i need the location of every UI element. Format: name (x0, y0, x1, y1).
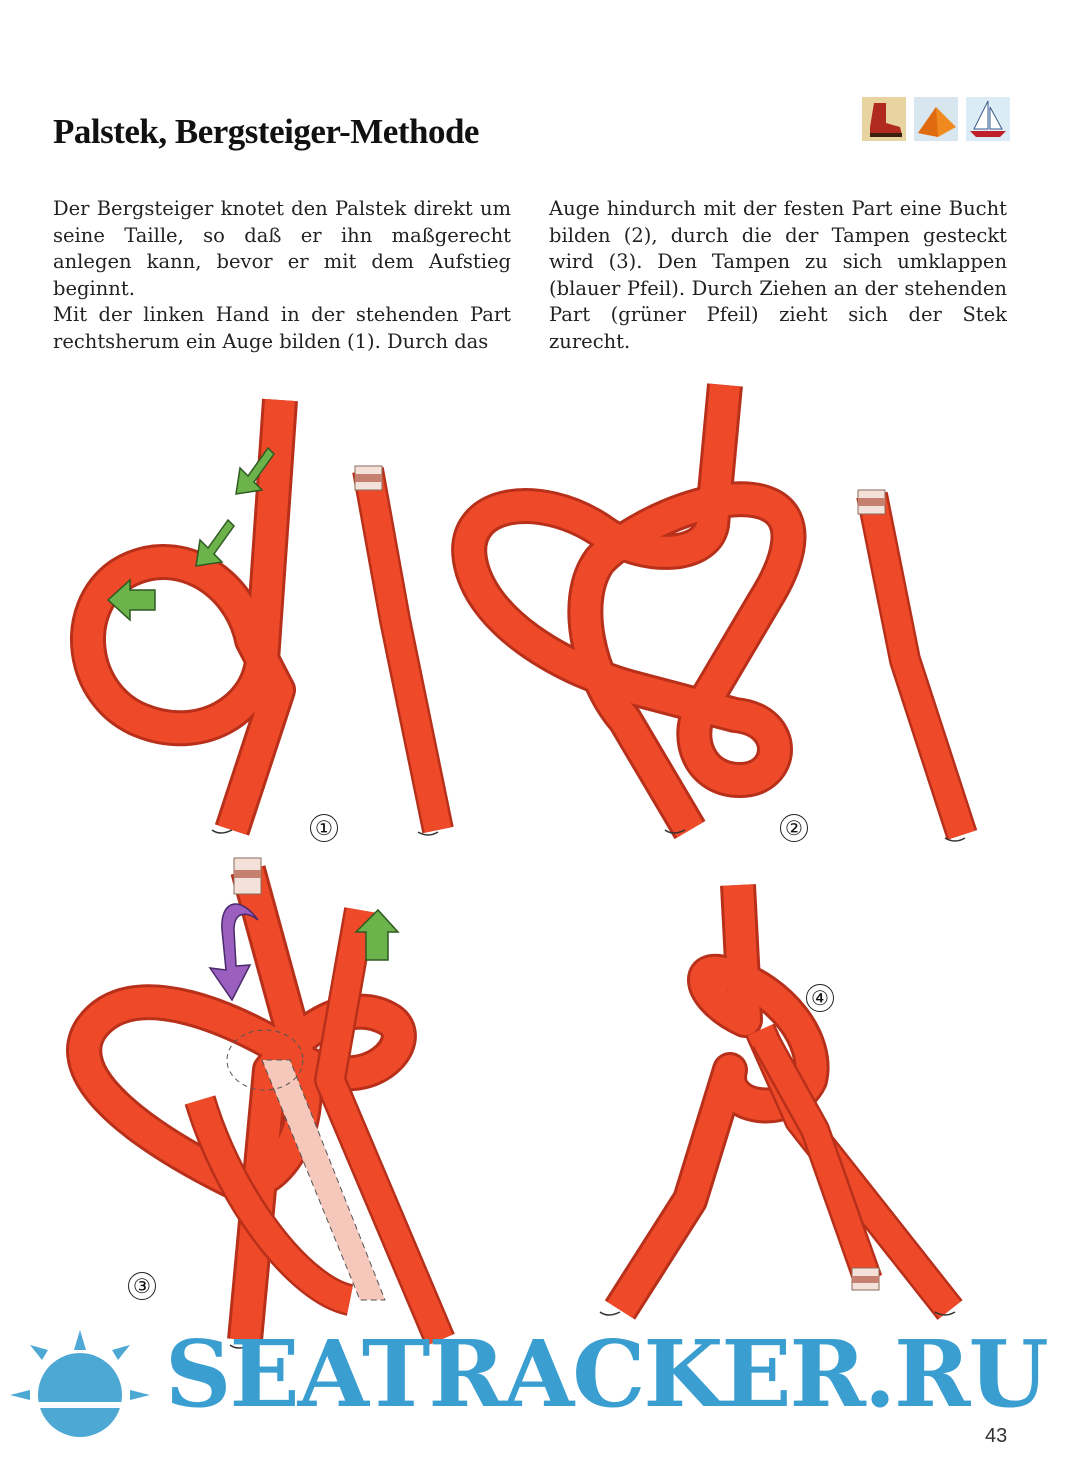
paragraph: Mit der linken Hand in der stehenden Part rechtsherum ein Auge bilden (1). Durch das (53, 303, 511, 353)
boot-icon (862, 97, 906, 141)
step-2-drawing (469, 385, 965, 841)
paragraph: Auge hindurch mit der festen Part eine Bucht bilden (2), durch die der Tampen gesteckt wird (3). Den Tampen zu sich umklappen (blauer Pfeil). Durch Ziehen an der stehenden Part (grüner Pfeil) zieht sich der Stek zurecht. (549, 197, 1007, 353)
category-icons (862, 97, 1010, 141)
green-arrow-down-2 (196, 520, 234, 566)
watermark-text: SEATRACKER.RU (165, 1320, 1047, 1428)
step-4-drawing (600, 885, 955, 1315)
paragraph: Der Bergsteiger knotet den Palstek direkt um seine Taille, so daß er ihn maßgerecht anlegen kann, bevor er mit dem Aufstieg beginnt. (53, 197, 511, 300)
text-column-left (53, 196, 511, 355)
step-number-1: ① (310, 814, 338, 842)
watermark (10, 1330, 150, 1437)
text-column-right (549, 196, 1007, 355)
step-number-3: ③ (128, 1272, 156, 1300)
page-number: 43 (985, 1425, 1008, 1447)
tent-icon (914, 97, 958, 141)
sailboat-icon (966, 97, 1010, 141)
knot-illustration (0, 370, 1080, 1470)
page-title: Palstek, Bergsteiger-Methode (53, 112, 479, 151)
step-number-4: ④ (806, 984, 834, 1012)
step-number-2: ② (780, 814, 808, 842)
